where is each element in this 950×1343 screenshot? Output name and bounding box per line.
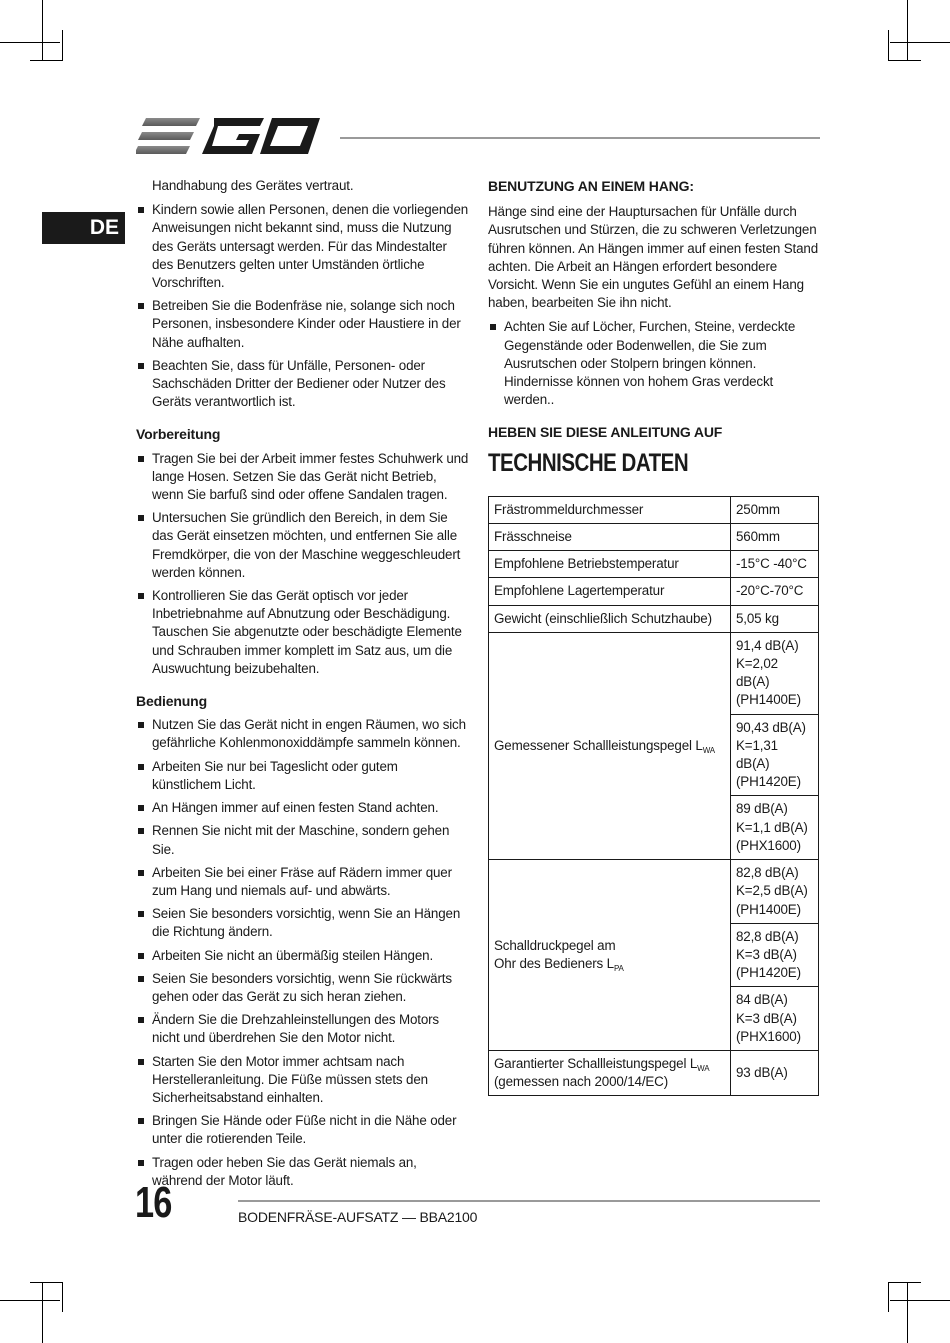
list-item: An Hängen immer auf einen festen Stand achten. xyxy=(136,799,470,817)
tech-data-title: TECHNISCHE DATEN xyxy=(488,448,689,477)
bullet-icon xyxy=(138,828,144,834)
spec-value: 560mm xyxy=(731,524,819,551)
continuation-text: Handhabung des Gerätes vertraut. xyxy=(152,178,354,193)
bullet-icon xyxy=(138,1118,144,1124)
spec-label: Gewicht (einschließlich Schutzhaube) xyxy=(489,605,731,632)
spec-value: 250mm xyxy=(731,496,819,523)
table-row xyxy=(489,632,819,714)
crop-mark xyxy=(890,42,950,43)
spec-label-guaranteed: Garantierter Schallleistungspegel $L_{WA}$ (gemessen nach 2000/14/EC) xyxy=(489,1050,731,1095)
crop-mark xyxy=(907,1283,908,1343)
spec-value: 5,05 kg xyxy=(731,605,819,632)
bullet-icon xyxy=(138,515,144,521)
crop-mark xyxy=(888,60,921,61)
bullet-icon xyxy=(138,1160,144,1166)
hang-paragraph: Hänge sind eine der Hauptursachen für Unfälle durch Ausrutschen und Stürzen, die zu schweren Verletzungen führen können. An Hängen immer auf einen festen Stand achten. Die Arbeit an Hängen erfordert besondere Vorsicht. Wenn Sie ein ungutes Gefühl an einem Hang haben, bearbeiten Sie ihn nicht. xyxy=(488,204,819,311)
bullet-icon xyxy=(138,207,144,213)
list-item: Ändern Sie die Drehzahleinstellungen des Motors nicht und überdrehen Sie den Motor nicht. xyxy=(136,1011,470,1047)
hang-list xyxy=(488,318,822,409)
section-heading-bedienung: Bedienung xyxy=(136,693,207,710)
spec-label: Frässchneise xyxy=(489,524,731,551)
language-tab: DE xyxy=(42,212,125,244)
bedienung-list xyxy=(136,716,470,1190)
list-item: Tragen Sie bei der Arbeit immer festes Schuhwerk und lange Hosen. Setzen Sie das Gerät nicht Betrieb, wenn Sie barfuß sind oder offene Sandalen tragen. xyxy=(136,450,470,505)
crop-mark xyxy=(62,1282,63,1312)
bullet-icon xyxy=(138,870,144,876)
table-row xyxy=(489,605,819,632)
bullet-icon xyxy=(138,1059,144,1065)
list-item: Arbeiten Sie nur bei Tageslicht oder gutem künstlichem Licht. xyxy=(136,758,470,794)
table-row xyxy=(489,524,819,551)
list-item: Arbeiten Sie nicht an übermäßig steilen Hängen. xyxy=(136,947,470,965)
vorbereitung-list xyxy=(136,450,470,678)
list-item: Tragen oder heben Sie das Gerät niemals an, während der Motor läuft. xyxy=(136,1154,470,1190)
table-row xyxy=(489,551,819,578)
table-row xyxy=(489,578,819,605)
crop-mark xyxy=(888,1282,889,1312)
crop-mark xyxy=(42,1283,43,1343)
list-item: Seien Sie besonders vorsichtig, wenn Sie an Hängen die Richtung ändern. xyxy=(136,905,470,941)
bullet-icon xyxy=(138,911,144,917)
crop-mark xyxy=(907,0,908,60)
left-column xyxy=(136,177,470,1195)
bullet-icon xyxy=(138,953,144,959)
crop-mark xyxy=(42,0,43,60)
crop-mark xyxy=(888,30,889,60)
list-item: Untersuchen Sie gründlich den Bereich, in dem Sie das Gerät einsetzen möchten, und entfernen Sie alle Fremdkörper, die von der Maschine weggeschleudert werden können. xyxy=(136,509,470,582)
section-heading-hang: BENUTZUNG AN EINEM HANG: xyxy=(488,178,694,194)
list-item: Seien Sie besonders vorsichtig, wenn Sie rückwärts gehen oder das Gerät zu sich heran ziehen. xyxy=(136,970,470,1006)
crop-mark xyxy=(62,30,63,60)
crop-mark xyxy=(890,1300,950,1301)
bullet-icon xyxy=(138,303,144,309)
spec-label: Frästrommeldurchmesser xyxy=(489,496,731,523)
spec-label: Empfohlene Lagertemperatur xyxy=(489,578,731,605)
spec-value: 90,43 dB(A) K=1,31 dB(A) (PH1420E) xyxy=(731,714,819,796)
list-item: Arbeiten Sie bei einer Fräse auf Rädern immer quer zum Hang und niemals auf- und abwärts. xyxy=(136,864,470,900)
list-item: Starten Sie den Motor immer achtsam nach Herstelleranleitung. Die Füße müssen stets den Sicherheitsabstand einhalten. xyxy=(136,1053,470,1108)
bullet-icon xyxy=(490,324,496,330)
bullet-icon xyxy=(138,722,144,728)
spec-value: -15°C -40°C xyxy=(731,551,819,578)
spec-value: -20°C-70°C xyxy=(731,578,819,605)
spec-value: 93 dB(A) xyxy=(731,1050,819,1095)
list-item: Betreiben Sie die Bodenfräse nie, solange sich noch Personen, insbesondere Kinder oder Haustiere in der Nähe aufhalten. xyxy=(136,297,470,352)
list-item: Kindern sowie allen Personen, denen die vorliegenden Anweisungen nicht bekannt sind, muss die Nutzung des Geräts untersagt werden. Für das Mindestalter des Benutzers gelten unter Umständen örtliche Vorschriften. xyxy=(136,201,470,292)
spec-label-lwa: Gemessener Schallleistungspegel $L_{WA}$ xyxy=(489,632,731,859)
intro-list xyxy=(136,201,470,411)
section-heading-vorbereitung: Vorbereitung xyxy=(136,426,221,443)
bullet-icon xyxy=(138,1017,144,1023)
crop-mark xyxy=(30,1282,63,1283)
crop-mark xyxy=(0,1300,60,1301)
page-number: 16 xyxy=(135,1178,172,1227)
table-row xyxy=(489,1050,819,1095)
crop-mark xyxy=(0,42,60,43)
spec-label-lpa: Schalldruckpegel am Ohr des Bedieners $L_{PA}$ xyxy=(489,860,731,1051)
spec-value: 82,8 dB(A) K=3 dB(A) (PH1420E) xyxy=(731,923,819,987)
footer-rule xyxy=(238,1200,820,1202)
right-column xyxy=(488,177,822,1096)
spec-value: 91,4 dB(A) K=2,02 dB(A) (PH1400E) xyxy=(731,632,819,714)
spec-value: 89 dB(A) K=1,1 dB(A) (PHX1600) xyxy=(731,796,819,860)
table-row xyxy=(489,860,819,924)
table-row xyxy=(489,496,819,523)
footer-title: BODENFRÄSE-AUFSATZ — BBA2100 xyxy=(238,1209,478,1225)
list-item: Bringen Sie Hände oder Füße nicht in die Nähe oder unter die rotierenden Teile. xyxy=(136,1112,470,1148)
crop-mark xyxy=(30,60,63,61)
spec-value: 84 dB(A) K=3 dB(A) (PHX1600) xyxy=(731,987,819,1051)
bullet-icon xyxy=(138,805,144,811)
spec-value: 82,8 dB(A) K=2,5 dB(A) (PH1400E) xyxy=(731,860,819,924)
bullet-icon xyxy=(138,764,144,770)
list-item: Rennen Sie nicht mit der Maschine, sondern gehen Sie. xyxy=(136,822,470,858)
header-rule xyxy=(340,137,820,139)
keep-manual-heading: HEBEN SIE DIESE ANLEITUNG AUF xyxy=(488,424,723,441)
list-item: Beachten Sie, dass für Unfälle, Personen- oder Sachschäden Dritter der Bediener oder Nutzer des Geräts verantwortlich ist. xyxy=(136,357,470,412)
list-item: Nutzen Sie das Gerät nicht in engen Räumen, wo sich gefährliche Kohlenmonoxiddämpfe sammeln können. xyxy=(136,716,470,752)
bullet-icon xyxy=(138,976,144,982)
crop-mark xyxy=(888,1282,921,1283)
spec-table xyxy=(488,496,819,1096)
bullet-icon xyxy=(138,456,144,462)
ego-logo xyxy=(136,112,322,160)
list-item: Achten Sie auf Löcher, Furchen, Steine, verdeckte Gegenstände oder Bodenwellen, die Sie zum Ausrutschen oder Stolpern bringen können. Hindernisse können von hohem Gras verdeckt werden.. xyxy=(488,318,822,409)
bullet-icon xyxy=(138,593,144,599)
bullet-icon xyxy=(138,363,144,369)
list-item: Kontrollieren Sie das Gerät optisch vor jeder Inbetriebnahme auf Abnutzung oder Beschädigung. Tauschen Sie abgenutzte oder beschädigte Elemente und Schrauben immer komplett im Satz aus, um die Auswuchtung beizubehalten. xyxy=(136,587,470,678)
spec-label: Empfohlene Betriebstemperatur xyxy=(489,551,731,578)
